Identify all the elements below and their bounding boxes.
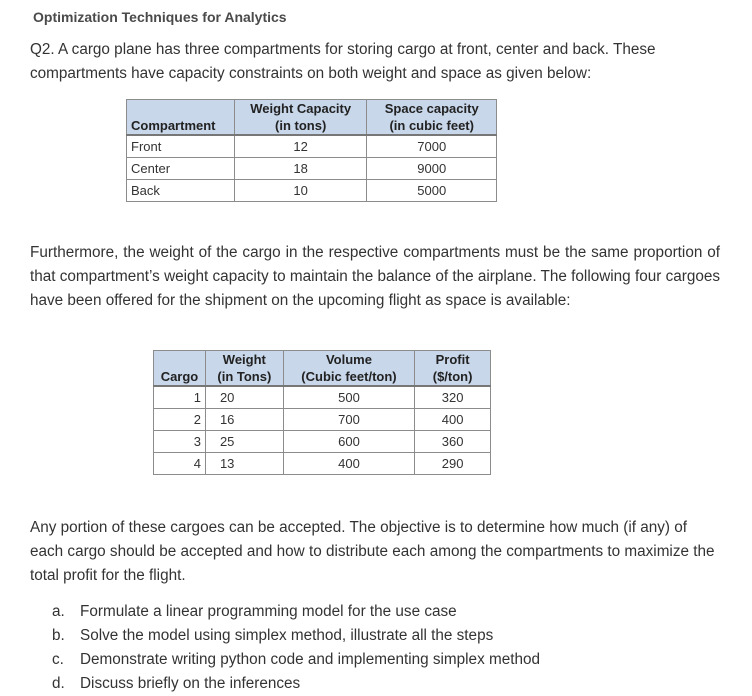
- list-item: [52, 648, 540, 672]
- compartment-name: Front: [127, 135, 235, 158]
- space-capacity: 5000: [367, 180, 497, 202]
- weight-capacity: 18: [234, 158, 367, 180]
- table-row: [127, 135, 497, 158]
- col-header-volume: Volume (Cubic feet/ton): [283, 351, 414, 387]
- weight-capacity: 10: [234, 180, 367, 202]
- list-item: [52, 672, 540, 696]
- cargo-weight: 20: [205, 386, 283, 409]
- question-intro: Q2. A cargo plane has three compartments for storing cargo at front, center and back. These compartments have capacity constraints on both weight and space as given below:: [30, 41, 656, 82]
- balance-paragraph: Furthermore, the weight of the cargo in the respective compartments must be the same proportion of that compartment’s weight capacity to maintain the balance of the airplane. The following four cargoes have been offered for the shipment on the upcoming flight as space is available:: [30, 244, 720, 309]
- col-header-compartment: Compartment: [127, 100, 235, 136]
- task-list: [52, 600, 540, 696]
- cargo-table: [153, 350, 491, 475]
- col-header-weight: Weight (in Tons): [205, 351, 283, 387]
- cargo-volume: 600: [283, 431, 414, 453]
- cargo-id: 2: [154, 409, 206, 431]
- task-letter: a.: [52, 603, 65, 620]
- task-text: Formulate a linear programming model for the use case: [80, 603, 457, 620]
- cargo-profit: 290: [415, 453, 491, 475]
- table-row: [154, 431, 491, 453]
- space-capacity: 9000: [367, 158, 497, 180]
- cargo-weight: 16: [205, 409, 283, 431]
- col-header-cargo: Cargo: [154, 351, 206, 387]
- weight-capacity: 12: [234, 135, 367, 158]
- cargo-volume: 400: [283, 453, 414, 475]
- cargo-id: 4: [154, 453, 206, 475]
- cargo-id: 1: [154, 386, 206, 409]
- cargo-profit: 320: [415, 386, 491, 409]
- cargo-volume: 700: [283, 409, 414, 431]
- cargo-profit: 360: [415, 431, 491, 453]
- table-row: [127, 158, 497, 180]
- task-text: Discuss briefly on the inferences: [80, 675, 301, 692]
- compartment-name: Center: [127, 158, 235, 180]
- task-letter: c.: [52, 651, 64, 668]
- compartment-table: [126, 99, 497, 202]
- task-text: Solve the model using simplex method, illustrate all the steps: [80, 627, 494, 644]
- space-capacity: 7000: [367, 135, 497, 158]
- cargo-volume: 500: [283, 386, 414, 409]
- table-row: [127, 180, 497, 202]
- list-item: [52, 600, 540, 624]
- list-item: [52, 624, 540, 648]
- table-row: [154, 386, 491, 409]
- col-header-space-capacity: Space capacity (in cubic feet): [367, 100, 497, 136]
- cargo-id: 3: [154, 431, 206, 453]
- cargo-weight: 13: [205, 453, 283, 475]
- table-row: [154, 453, 491, 475]
- compartment-name: Back: [127, 180, 235, 202]
- objective-paragraph: Any portion of these cargoes can be accepted. The objective is to determine how much (if any) of each cargo should be accepted and how to distribute each among the compartments to maximize the total profit for the flight.: [30, 519, 715, 584]
- cargo-profit: 400: [415, 409, 491, 431]
- task-letter: b.: [52, 627, 65, 644]
- col-header-weight-capacity: Weight Capacity (in tons): [234, 100, 367, 136]
- task-letter: d.: [52, 675, 65, 692]
- col-header-profit: Profit ($/ton): [415, 351, 491, 387]
- table-row: [154, 409, 491, 431]
- cargo-weight: 25: [205, 431, 283, 453]
- task-text: Demonstrate writing python code and implementing simplex method: [80, 651, 540, 668]
- page-heading: Optimization Techniques for Analytics: [33, 9, 287, 25]
